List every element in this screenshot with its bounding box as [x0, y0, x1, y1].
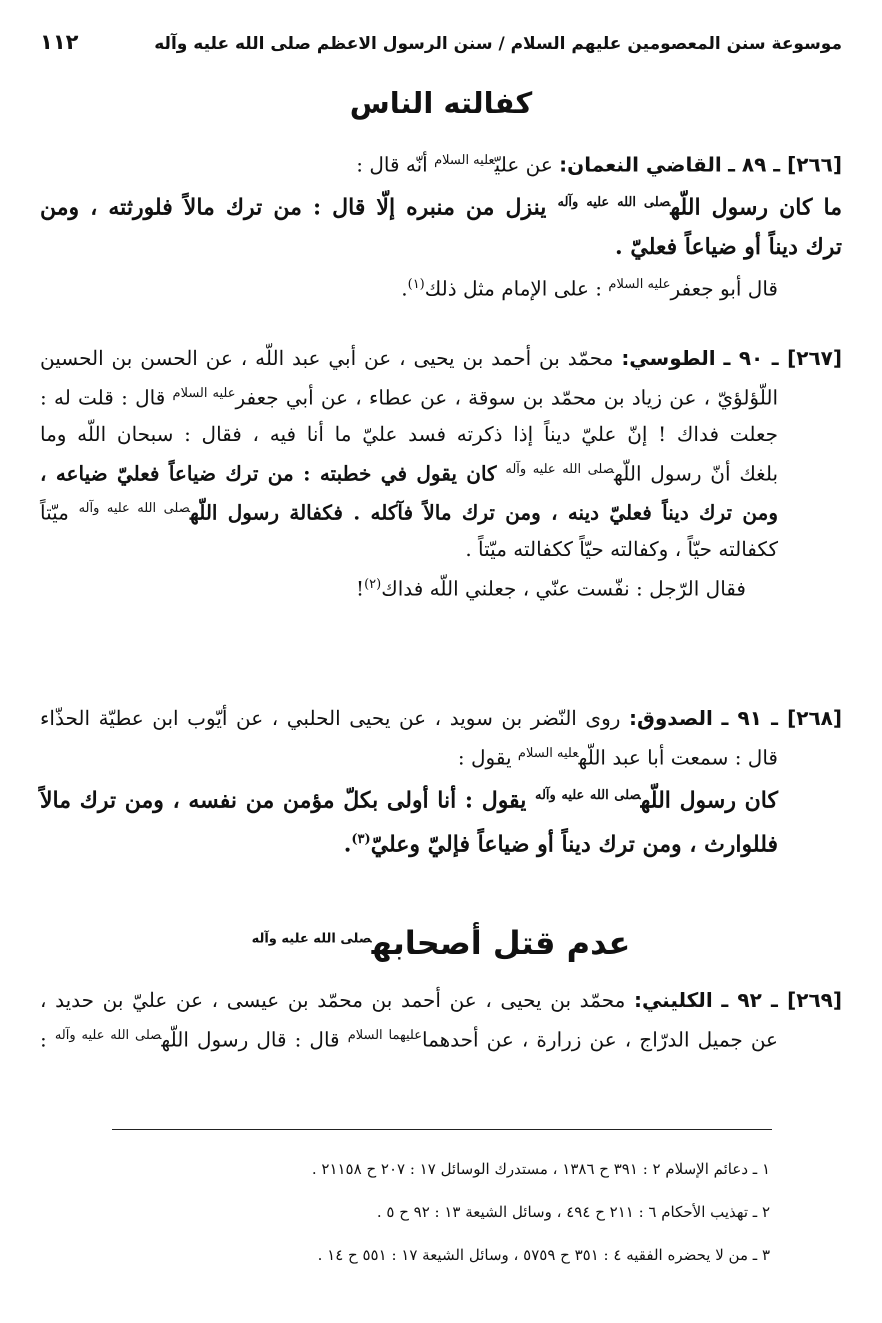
hadith-text: قال : سمعت أبا عبد اللّه: [578, 745, 778, 770]
hadith-text: اللّؤلؤيّ ، عن زياد بن محمّد بن سوقة ، عن عطاء ، عن أبي جعفر: [235, 385, 779, 410]
hadith-268-line-2: [40, 736, 842, 776]
honorific: عليه السلام: [517, 746, 579, 761]
matn-text: كان يقول في خطبته : من ترك ضياعاً فعليّ ضياعه ،: [40, 461, 497, 486]
hadith-text: يقول :: [457, 745, 512, 770]
honorific: صلى الله عليه وآله: [505, 461, 615, 477]
hadith-number: [٢٦٦] ـ ٨٩ ـ: [728, 152, 842, 177]
narrator: الطوسي:: [621, 346, 716, 370]
hadith-268-line-4: [40, 820, 842, 864]
hadith-266-matn-line-1: [40, 183, 842, 227]
hadith-text: جعلت فداك ! إنّ عليّ ديناً إذا ذكرته فسد عليّ ما أنا فيه ، فقال : سبحان اللّه وما: [40, 421, 778, 446]
hadith-267-line-2: [40, 376, 842, 416]
matn-text: ما كان رسول اللّه: [670, 193, 842, 220]
footnote-ref-2[interactable]: (٢): [364, 576, 382, 592]
footnote-divider: [112, 1129, 772, 1130]
footnote-ref-1[interactable]: (١): [407, 276, 425, 292]
honorific: صلى الله عليه وآله: [251, 931, 372, 947]
hadith-text: ككفالته حيّاً ، وكفالته حيّاً ككفالته ميّتاً .: [465, 536, 778, 561]
hadith-267-line-5: [40, 491, 842, 531]
hadith-267-line-1: [40, 340, 842, 376]
comment-text: : على الإمام مثل ذلك: [424, 276, 603, 301]
hadith-text: قال : قال رسول اللّه: [161, 1027, 340, 1052]
section-title-text: كفالته الناس: [349, 86, 533, 120]
footnote-1: ١ ـ دعائم الإسلام ٢ : ٣٩١ ح ١٣٨٦ ، مستدرك الوسائل ١٧ : ٢٠٧ ح ٢١١٥٨ .: [311, 1160, 770, 1178]
footnote-3: ٣ ـ من لا يحضره الفقيه ٤ : ٣٥١ ح ٥٧٥٩ ، وسائل الشيعة ١٧ : ٥٥١ ح ١٤ .: [317, 1246, 770, 1264]
matn-text: ترك ديناً أو ضياعاً فعليّ .: [615, 233, 842, 260]
honorific: صلى الله عليه وآله: [78, 501, 190, 517]
hadith-266-comment: [40, 267, 842, 307]
footnote-ref-3[interactable]: (٣): [351, 831, 371, 847]
matn-text: كان رسول اللّه: [640, 786, 778, 813]
hadith-269-line-1: [40, 982, 842, 1018]
hadith-text: !: [356, 576, 365, 601]
honorific: صلى الله عليه وآله: [535, 787, 641, 803]
matn-text: يقول : أنا أولى بكلّ مؤمن من نفسه ، ومن ترك مالاً: [40, 786, 527, 813]
hadith-text: محمّد بن يحيى ، عن أحمد بن محمّد بن عيسى ، عن عليّ بن حديد ،: [40, 988, 626, 1012]
hadith-text: بلغك أنّ رسول اللّه: [614, 461, 779, 486]
honorific: صلى الله عليه وآله: [557, 194, 671, 210]
footnotes: [112, 1148, 770, 1277]
hadith-text: :: [40, 1027, 47, 1052]
hadith-number: [٢٦٩] ـ ٩٢ ـ: [721, 988, 842, 1012]
hadith-text: روى النّضر بن سويد ، عن يحيى الحلبي ، عن أيّوب ابن عطيّة الحذّاء: [40, 706, 621, 730]
hadith-268-line-3: [40, 776, 842, 820]
running-header: [40, 30, 842, 54]
hadith-text: فقال الرّجل : نفّست عنّي ، جعلني اللّه فداك: [381, 576, 746, 601]
honorific: عليه السلام: [434, 153, 495, 168]
honorific: صلى الله عليه وآله: [54, 1028, 162, 1043]
hadith-268-line-1: [40, 700, 842, 736]
honorific: عليه السلام: [172, 386, 236, 401]
honorific: عليهما السلام: [347, 1028, 422, 1043]
footnote-2: ٢ ـ تهذيب الأحكام ٦ : ٢١١ ح ٤٩٤ ، وسائل الشيعة ١٣ : ٩٢ ح ٥ .: [376, 1203, 770, 1221]
hadith-text: قال : قلت له :: [40, 385, 166, 410]
comment-text: قال أبو جعفر: [670, 276, 778, 301]
hadith-267-line-4: [40, 452, 842, 492]
hadith-267-line-6: [40, 531, 842, 567]
matn-text: ومن ترك ديناً فعليّ دينه ، ومن ترك مالاً فآكله . فكفالة رسول اللّه: [190, 500, 779, 525]
running-title: موسوعة سنن المعصومين عليهم السلام / سنن الرسول الاعظم صلى الله عليه وآله: [154, 34, 842, 54]
hadith-267: [40, 340, 842, 607]
hadith-text: محمّد بن أحمد بن يحيى ، عن أبي عبد اللّه ، عن الحسن بن الحسين: [40, 346, 614, 370]
hadith-266: [40, 143, 842, 307]
hadith-267-line-3: [40, 416, 842, 452]
hadith-268: [40, 700, 842, 864]
honorific: عليه السلام: [608, 276, 671, 292]
narrator: القاضي النعمان:: [559, 152, 722, 177]
isnad-text: أنّه قال :: [356, 152, 428, 177]
hadith-text: عن جميل الدرّاج ، عن زرارة ، عن أحدهما: [421, 1027, 778, 1052]
matn-text: .: [343, 831, 352, 858]
section-title-text: عدم قتل أصحابه: [371, 924, 631, 962]
page-number: ١١٢: [40, 30, 79, 54]
hadith-number: [٢٦٨] ـ ٩١ ـ: [721, 706, 843, 730]
hadith-266-matn-line-2: [40, 227, 842, 267]
isnad-text: عن عليّ: [494, 152, 553, 177]
hadith-267-line-7: [40, 567, 842, 607]
hadith-text: ميّتاً: [40, 500, 69, 525]
section-title-kafala: [40, 86, 842, 120]
section-title-companions: [40, 924, 842, 962]
narrator: الصدوق:: [628, 706, 713, 730]
hadith-number: [٢٦٧] ـ ٩٠ ـ: [723, 346, 842, 370]
matn-text: ينزل من منبره إلّا قال : من ترك مالاً فلورثته ، ومن: [40, 193, 547, 220]
hadith-269: [40, 982, 842, 1058]
narrator: الكليني:: [633, 988, 713, 1012]
hadith-269-line-2: [40, 1018, 842, 1058]
comment-text: .: [401, 276, 408, 301]
hadith-266-isnad: [40, 143, 842, 183]
matn-text: فللوارث ، ومن ترك ديناً أو ضياعاً فإليّ وعليّ: [370, 831, 778, 858]
